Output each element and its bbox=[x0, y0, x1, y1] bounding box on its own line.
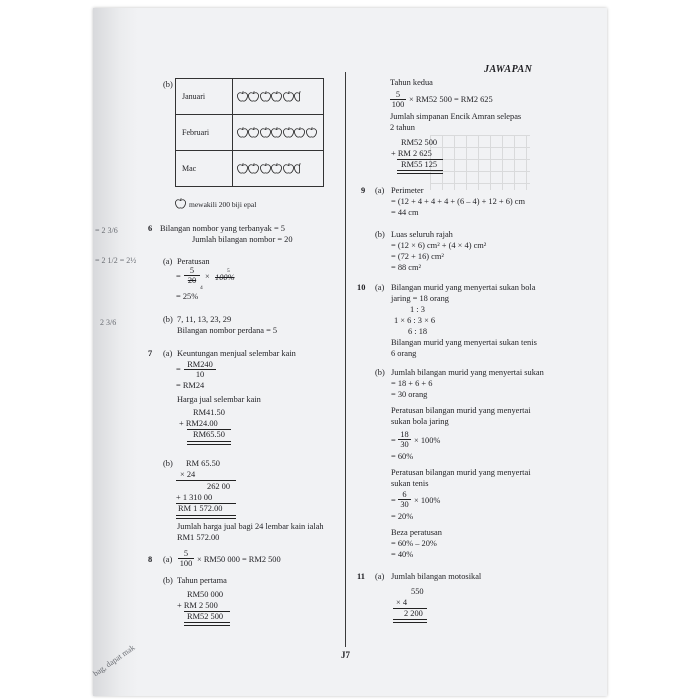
sum: RM65.50 bbox=[193, 430, 225, 439]
text-line: Peratusan bilangan murid yang menyertai bbox=[391, 468, 531, 477]
section-header: JAWAPAN bbox=[484, 64, 533, 75]
bleed-text: bag, dapat mak bbox=[91, 642, 137, 679]
apple-icon bbox=[283, 91, 294, 102]
text-line: = 60% bbox=[391, 452, 414, 461]
text-line: = 30 orang bbox=[391, 390, 428, 399]
ratio-line: 1 : 3 bbox=[410, 305, 425, 314]
apple-icon bbox=[271, 163, 282, 174]
equals-sign: = bbox=[176, 365, 181, 374]
text-line: Keuntungan menjual selembar kain bbox=[177, 349, 296, 358]
question-number: 10 bbox=[357, 283, 366, 292]
total-rule bbox=[184, 622, 230, 626]
addend: + RM24.00 bbox=[179, 419, 218, 428]
question-number: 9 bbox=[361, 186, 366, 195]
text-line: = 20% bbox=[391, 512, 414, 521]
month-label: Februari bbox=[176, 115, 233, 151]
text-line: sukan bola jaring bbox=[391, 417, 449, 426]
multiplier: × 4 bbox=[396, 598, 408, 607]
text-line: 6 orang bbox=[391, 349, 417, 358]
pictograph-row bbox=[176, 115, 324, 151]
cancel-superscript: 5 bbox=[227, 268, 230, 274]
bleed-text: = 2 1/2 = 2½ bbox=[95, 256, 137, 265]
addend: RM41.50 bbox=[193, 408, 225, 417]
result-line: = RM24 bbox=[176, 381, 205, 390]
fraction: $\frac{6}{30}$ bbox=[398, 490, 411, 509]
total-rule bbox=[397, 170, 443, 174]
text-line: Jumlah bilangan murid yang menyertai sukan bbox=[391, 368, 544, 377]
text-line: Jumlah simpanan Encik Amran selepas bbox=[390, 112, 522, 121]
apple-icon bbox=[306, 127, 317, 138]
fraction: $\frac{5}{100}$ bbox=[391, 90, 405, 109]
part-label: (b) bbox=[375, 368, 385, 377]
pictograph-row bbox=[176, 79, 324, 115]
apple-icon bbox=[237, 91, 248, 102]
apple-icon bbox=[237, 127, 248, 138]
text-line: Tahun pertama bbox=[177, 576, 227, 585]
text-line: Tahun kedua bbox=[390, 78, 433, 87]
text-line: Peratusan bilangan murid yang menyertai bbox=[391, 406, 531, 415]
text-line: Harga jual selembar kain bbox=[177, 395, 261, 404]
text-line: × RM50 000 = RM2 500 bbox=[197, 555, 281, 564]
text-line: × RM52 500 = RM2 625 bbox=[409, 95, 493, 104]
month-label: Mac bbox=[176, 151, 233, 187]
text-line: = (12 + 4 + 4 + 4 + (6 – 4) + 12 + 6) cm bbox=[391, 197, 526, 206]
column-divider bbox=[345, 72, 346, 647]
part-label: (b) bbox=[163, 576, 173, 585]
ratio-line: 6 : 18 bbox=[408, 327, 428, 336]
total-rule bbox=[393, 619, 427, 623]
part-label: (a) bbox=[163, 555, 173, 564]
text-line: 7, 11, 13, 23, 29 bbox=[177, 315, 232, 324]
apple-icon bbox=[271, 127, 282, 138]
apple-icon bbox=[175, 198, 186, 209]
multiplicand: RM 65.50 bbox=[186, 459, 220, 468]
legend-text: mewakili 200 biji epal bbox=[189, 200, 257, 209]
text-line: Luas seluruh rajah bbox=[391, 230, 453, 239]
ratio-line: 1 × 6 : 3 × 6 bbox=[394, 316, 436, 325]
page-number: J7 bbox=[341, 650, 350, 660]
apple-cell bbox=[233, 79, 324, 115]
apple-icon bbox=[248, 127, 259, 138]
bleed-text: 2 3/6 bbox=[100, 318, 117, 327]
text-line: Peratusan bbox=[177, 257, 210, 266]
product-total: RM 1 572.00 bbox=[178, 504, 223, 513]
text-line: × 100% bbox=[414, 436, 441, 445]
part-label: (b) bbox=[163, 315, 173, 324]
text-line: RM1 572.00 bbox=[177, 533, 220, 542]
apple-icon bbox=[248, 163, 259, 174]
fraction: $\frac{RM240}{10}$ bbox=[184, 360, 216, 379]
text-line: 2 tahun bbox=[390, 123, 415, 132]
text-line: jaring = 18 orang bbox=[391, 294, 449, 303]
text-line: Bilangan murid yang menyertai sukan bola bbox=[391, 283, 536, 292]
apple-icon bbox=[260, 91, 271, 102]
apple-icon bbox=[283, 127, 294, 138]
text-line: Jumlah bilangan motosikal bbox=[391, 572, 482, 581]
text-line: = 40% bbox=[391, 550, 414, 559]
part-label: (a) bbox=[375, 186, 385, 195]
text-line: = 88 cm² bbox=[391, 263, 422, 272]
text-line: Beza peratusan bbox=[391, 528, 442, 537]
apple-icon bbox=[260, 127, 271, 138]
text-line: × 100% bbox=[414, 496, 441, 505]
month-label: Januari bbox=[176, 79, 233, 115]
pictograph-table bbox=[175, 78, 324, 187]
text-line: sukan tenis bbox=[391, 479, 429, 488]
text-line: = 44 cm bbox=[391, 208, 419, 217]
addend: + RM 2 625 bbox=[391, 149, 432, 158]
half-apple-icon bbox=[294, 91, 305, 102]
text-line: = 18 + 6 + 6 bbox=[391, 379, 433, 388]
equals-sign: = bbox=[391, 496, 396, 505]
partial-product: 262 00 bbox=[207, 482, 231, 491]
apple-icon bbox=[294, 127, 305, 138]
text-line: = (72 + 16) cm² bbox=[391, 252, 444, 261]
text-line: = 60% – 20% bbox=[391, 539, 437, 548]
apple-icon bbox=[271, 91, 282, 102]
apple-icon bbox=[283, 163, 294, 174]
text-line: Perimeter bbox=[391, 186, 424, 195]
question-number: 8 bbox=[148, 555, 153, 564]
text-line: Bilangan nombor yang terbanyak = 5 bbox=[160, 224, 285, 233]
part-label: (a) bbox=[163, 257, 173, 266]
hundred-percent: 100% bbox=[215, 273, 235, 282]
addend: RM52 500 bbox=[401, 138, 438, 147]
half-apple-icon bbox=[294, 163, 305, 174]
fraction: $\frac{5}{100}$ bbox=[179, 549, 193, 568]
equals-sign: = bbox=[391, 436, 396, 445]
question-number: 6 bbox=[148, 224, 153, 233]
total-rule bbox=[176, 515, 236, 519]
total-rule bbox=[187, 441, 231, 445]
product-rule bbox=[176, 480, 236, 481]
bleed-grid bbox=[430, 135, 530, 190]
sum: RM52 500 bbox=[187, 612, 224, 621]
times-sign: × bbox=[205, 272, 210, 281]
apple-icon bbox=[237, 163, 248, 174]
pictograph-row bbox=[176, 151, 324, 187]
apple-icon bbox=[248, 91, 259, 102]
text-line: Bilangan nombor perdana = 5 bbox=[177, 326, 278, 335]
q5b-label: (b) bbox=[163, 80, 173, 89]
part-label: (b) bbox=[375, 230, 385, 239]
multiplicand: 550 bbox=[411, 587, 424, 596]
apple-icon bbox=[260, 163, 271, 174]
text-line: Jumlah harga jual bagi 24 lembar kain ialah bbox=[177, 522, 324, 531]
part-label: (a) bbox=[375, 572, 385, 581]
addend: RM50 000 bbox=[187, 590, 224, 599]
bleed-text: = 2 3/6 bbox=[95, 226, 118, 235]
text-line: Bilangan murid yang menyertai sukan tenis bbox=[391, 338, 537, 347]
text-line: Jumlah bilangan nombor = 20 bbox=[192, 235, 293, 244]
apple-cell bbox=[233, 151, 324, 187]
part-label: (a) bbox=[375, 283, 385, 292]
fraction: $\frac{5}{20}$ bbox=[184, 266, 200, 285]
sum: RM55 125 bbox=[401, 160, 438, 169]
addend: + RM 2 500 bbox=[177, 601, 218, 610]
fraction: $\frac{18}{30}$ bbox=[398, 430, 411, 449]
part-label: (b) bbox=[163, 459, 173, 468]
question-number: 11 bbox=[357, 572, 365, 581]
question-number: 7 bbox=[148, 349, 153, 358]
part-label: (a) bbox=[163, 349, 173, 358]
cancel-subscript: 4 bbox=[200, 285, 203, 291]
result-line: = 25% bbox=[176, 292, 199, 301]
text-line: = (12 × 6) cm² + (4 × 4) cm² bbox=[391, 241, 487, 250]
partial-product: + 1 310 00 bbox=[176, 493, 213, 502]
equals-sign: = bbox=[176, 272, 181, 281]
apple-cell bbox=[233, 115, 324, 151]
product-total: 2 200 bbox=[404, 609, 423, 618]
multiplier: × 24 bbox=[180, 470, 196, 479]
previous-page-edge bbox=[93, 8, 138, 696]
